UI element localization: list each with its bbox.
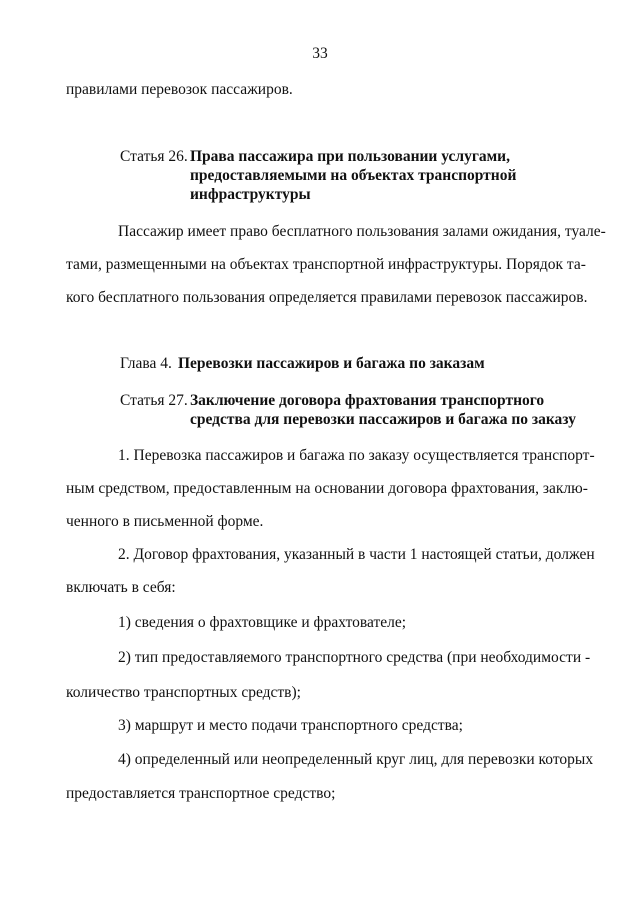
article-26-title-line-3: инфраструктуры	[190, 186, 311, 203]
list-item-2-line-2: количество транспортных средств);	[66, 684, 301, 701]
article-26-paragraph-line-2: тами, размещенными на объектах транспортной инфраструктуры. Порядок та-	[66, 256, 586, 273]
article-27-part1-line-3: ченного в письменной форме.	[66, 513, 264, 530]
article-26-paragraph-line-3: кого бесплатного пользования определяется правилами перевозок пассажиров.	[66, 289, 588, 306]
article-27-part2-line-1: 2. Договор фрахтования, указанный в части 1 настоящей статьи, должен	[118, 546, 595, 563]
article-27-title-line-2: средства для перевозки пассажиров и багажа по заказу	[190, 411, 576, 428]
page-number: 33	[312, 45, 328, 62]
list-item-4-line-2: предоставляется транспортное средство;	[66, 785, 336, 802]
article-27-prefix: Статья 27.	[120, 392, 188, 409]
article-26-title-line-2: предоставляемыми на объектах транспортной	[190, 167, 517, 184]
list-item-3: 3) маршрут и место подачи транспортного средства;	[118, 717, 463, 734]
article-27-title-line-1: Заключение договора фрахтования транспортного	[190, 392, 545, 409]
article-27-part1-line-2: ным средством, предоставленным на основании договора фрахтования, заклю-	[66, 480, 588, 497]
article-27-part1-line-1: 1. Перевозка пассажиров и багажа по заказу осуществляется транспорт-	[118, 447, 595, 464]
list-item-1: 1) сведения о фрахтовщике и фрахтователе;	[118, 614, 407, 631]
article-27-part2-line-2: включать в себя:	[66, 579, 176, 596]
carryover-line: правилами перевозок пассажиров.	[66, 81, 293, 98]
list-item-4-line-1: 4) определенный или неопределенный круг лиц, для перевозки которых	[118, 751, 594, 768]
article-26-prefix: Статья 26.	[120, 148, 188, 165]
list-item-2-line-1: 2) тип предоставляемого транспортного средства (при необходимости -	[118, 649, 591, 666]
chapter-4-prefix: Глава 4.	[120, 355, 172, 372]
chapter-4-title: Перевозки пассажиров и багажа по заказам	[178, 355, 485, 372]
article-26-title-line-1: Права пассажира при пользовании услугами,	[190, 148, 510, 165]
article-26-paragraph-line-1: Пассажир имеет право бесплатного пользования залами ожидания, туале-	[118, 223, 606, 240]
